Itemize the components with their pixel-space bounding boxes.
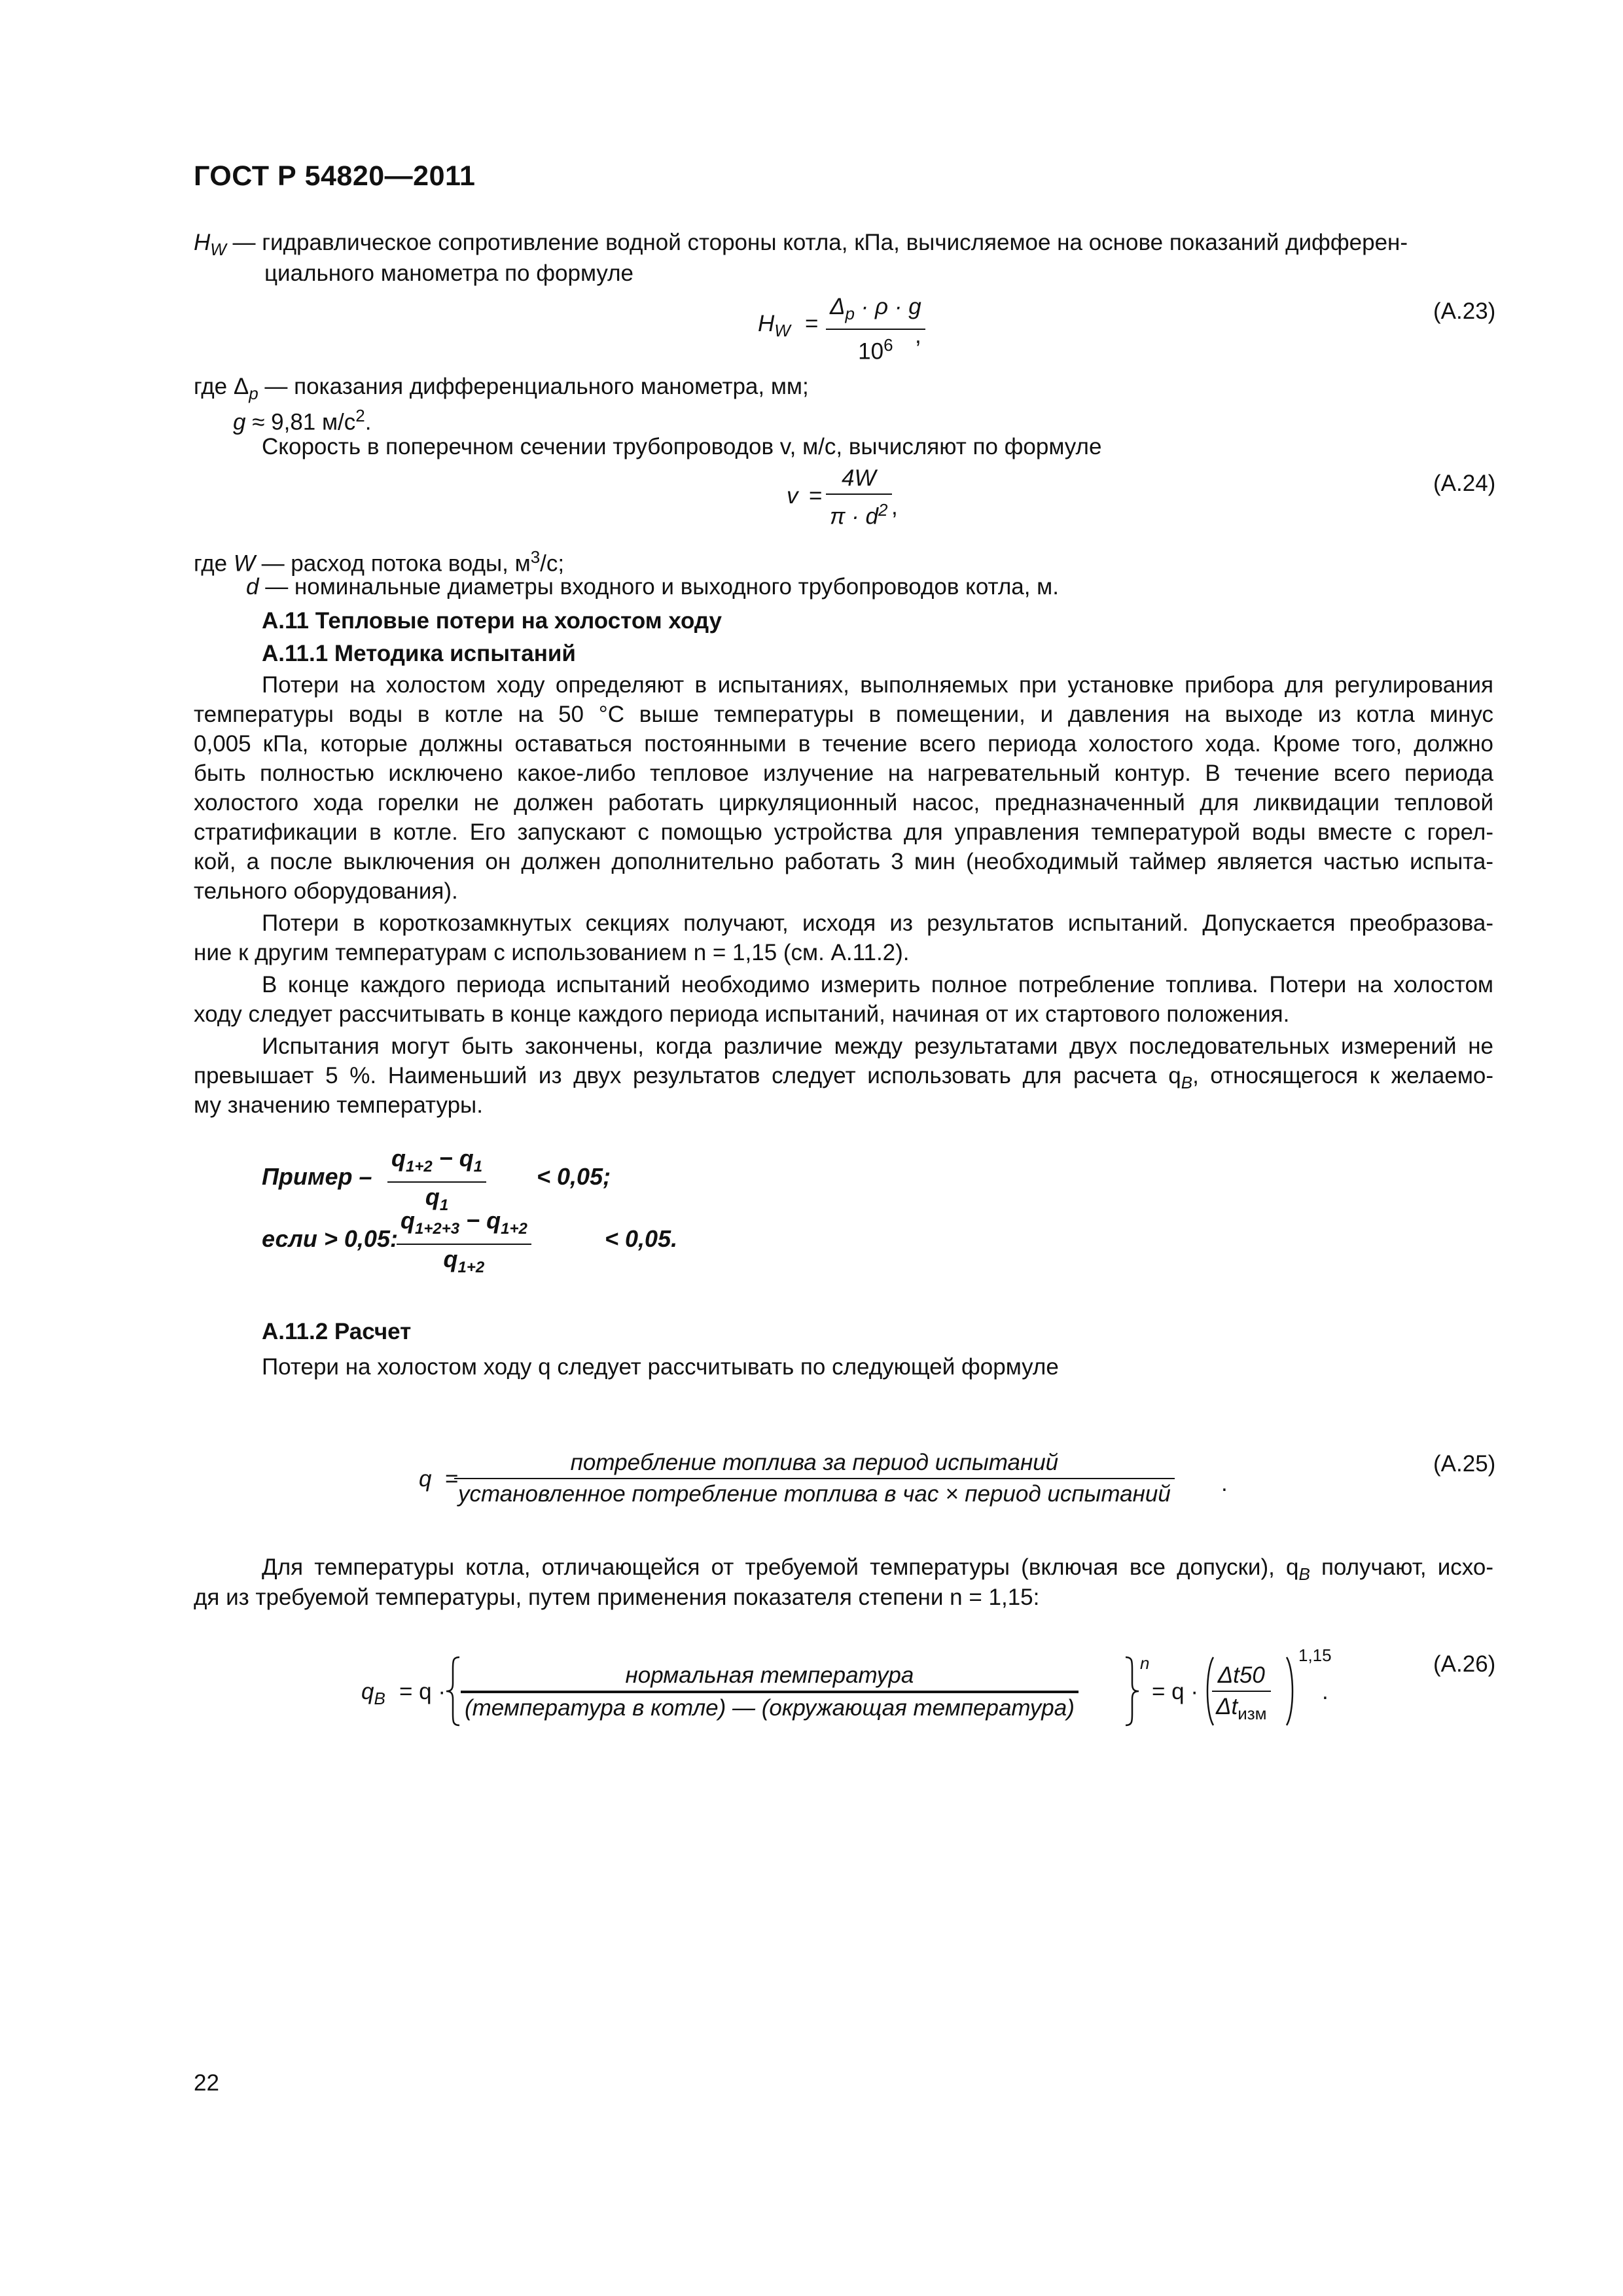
eq26-denominator2 xyxy=(1212,1691,1271,1729)
section-a111-title: А.11.1 Методика испытаний xyxy=(262,641,576,666)
eq26-exp2: 1,15 xyxy=(1298,1645,1332,1665)
example-label2: если > 0,05: xyxy=(262,1225,398,1252)
eq25-numerator: потребление топлива за период испытаний xyxy=(570,1450,1059,1475)
ex-num2-mid: − xyxy=(459,1207,487,1234)
eq26-exp-n: n xyxy=(1140,1653,1150,1673)
eq23-comma: , xyxy=(915,323,921,348)
eq26-eq1: = q · xyxy=(399,1679,446,1704)
eq23-delta: Δ xyxy=(830,294,846,319)
eq26-den2: Δt xyxy=(1216,1694,1238,1719)
hw-dash: — xyxy=(226,230,262,255)
eq23-fraction xyxy=(826,292,925,367)
document-header: ГОСТ Р 54820—2011 xyxy=(194,160,476,192)
example-den2 xyxy=(397,1244,531,1282)
para2-line2: ние к другим температурам с использованием n = 1,15 (см. А.11.2). xyxy=(194,940,910,965)
eq26-eq2: = q · xyxy=(1152,1679,1199,1704)
eq23-den-sup: 6 xyxy=(883,335,893,355)
page-number: 22 xyxy=(194,2070,219,2096)
hw-definition-text1: гидравлическое сопротивление водной стороны котла, кПа, вычисляемое на основе показаний дифферен- xyxy=(262,230,1408,255)
eq24-lhs: v xyxy=(787,483,798,509)
para2-line1: Потери в короткозамкнутых секциях получают, исходя из результатов испытаний. Допускается преобразова- xyxy=(262,910,1493,936)
eq24-den: π · d xyxy=(830,503,879,529)
para4-line2-tail: , относящегося к желаемо- xyxy=(1192,1063,1493,1088)
example-num1 xyxy=(387,1144,486,1181)
eq26-right-paren xyxy=(1284,1655,1297,1728)
ex-num1-a-sub: 1+2 xyxy=(406,1158,433,1176)
eq26-den2-sub: изм xyxy=(1238,1704,1267,1723)
para4-line2-text: превышает 5 %. Наименьший из двух результатов следует использовать для расчета q xyxy=(194,1063,1181,1088)
ex-num1-mid: − xyxy=(432,1145,459,1172)
section-a11-title: А.11 Тепловые потери на холостом ходу xyxy=(262,608,722,634)
para1-line1: Потери на холостом ходу определяют в испытаниях, выполняемых при установке прибора для регулирования xyxy=(262,672,1493,698)
eq24-equals: = xyxy=(809,483,823,509)
para4-line3: му значению температуры. xyxy=(194,1092,483,1118)
where1-rest: — показания дифференциального манометра, мм; xyxy=(258,374,809,399)
eq25-lhs: q xyxy=(419,1466,432,1492)
where2-rest: — расход потока воды, м xyxy=(255,550,531,577)
ex-num1-b: q xyxy=(459,1145,474,1172)
calc-intro: Потери на холостом ходу q следует рассчитывать по следующей формуле xyxy=(262,1354,1059,1380)
para3-line1: В конце каждого периода испытаний необходимо измерить полное потребление топлива. Потери на холостом xyxy=(262,972,1493,997)
eq24-numerator: 4W xyxy=(842,465,876,491)
section-a112-title: А.11.2 Расчет xyxy=(262,1319,412,1344)
ex-den2: q xyxy=(443,1246,458,1273)
eq24-den-sup: 2 xyxy=(878,500,888,520)
eq23-lhs-symbol: H xyxy=(758,311,775,336)
where2-end: /с; xyxy=(540,550,565,577)
where1-g: g xyxy=(233,409,246,435)
eq26-q: q xyxy=(361,1679,374,1704)
ex-num2-b-sub: 1+2 xyxy=(501,1220,527,1238)
eq23-lhs xyxy=(758,309,791,346)
para1-line5: холостого хода горелки не должен работать циркуляционный насос, предназначенный для ликвидации тепловой xyxy=(194,790,1493,816)
where1-delta: Δ xyxy=(233,374,249,399)
para5-line2: дя из требуемой температуры, путем применения показателя степени n = 1,15: xyxy=(194,1585,1040,1610)
ex-den1-sub: 1 xyxy=(439,1196,449,1215)
where2-d: d xyxy=(246,574,259,600)
eq26-dot: . xyxy=(1322,1679,1329,1704)
eq23-equals: = xyxy=(805,311,819,336)
where1-sub: p xyxy=(249,384,259,403)
example-num2 xyxy=(397,1206,531,1244)
para1-line6: стратификации в котле. Его запускают с помощью устройства для управления температурой воды вместе с горел- xyxy=(194,819,1493,845)
eq23-den: 10 xyxy=(858,338,884,365)
eq23-num-rest: · ρ · g xyxy=(854,294,921,319)
ex-num2-a-sub: 1+2+3 xyxy=(415,1220,460,1238)
eq26-q-sub: B xyxy=(374,1689,385,1708)
para5-line1-text: Для температуры котла, отличающейся от требуемой температуры (включая все допуски), q xyxy=(262,1554,1299,1580)
eq23-denominator xyxy=(826,329,925,367)
example-tail1: < 0,05; xyxy=(537,1163,611,1190)
hw-subscript: W xyxy=(210,240,226,259)
eq25-number: (А.25) xyxy=(1433,1451,1496,1477)
para5-qb-sub: B xyxy=(1298,1564,1310,1584)
hw-symbol: H xyxy=(194,230,211,255)
para4-qb-sub: B xyxy=(1181,1073,1193,1092)
eq26-numerator2: Δt50 xyxy=(1217,1662,1265,1688)
speed-intro: Скорость в поперечном сечении трубопроводов v, м/с, вычисляют по формуле xyxy=(262,434,1102,459)
eq23-num-sub: p xyxy=(845,304,855,323)
ex-num2-b: q xyxy=(486,1207,501,1234)
where2-w: W xyxy=(233,550,255,577)
eq26-numerator: нормальная температура xyxy=(625,1662,914,1688)
ex-num2-a: q xyxy=(401,1207,415,1234)
para3-line2: ходу следует рассчитывать в конце каждого периода испытаний, начиная от их стартового положения. xyxy=(194,1001,1290,1027)
ex-den2-sub: 1+2 xyxy=(457,1259,485,1277)
eq24-fraction xyxy=(826,463,892,532)
where1-g-rest: ≈ 9,81 м/с xyxy=(245,409,356,435)
eq25-fraction xyxy=(454,1448,1175,1509)
eq24-comma: , xyxy=(891,494,898,520)
where2-prefix: где xyxy=(194,550,234,577)
where1-prefix: где xyxy=(194,374,234,399)
eq25-dot: . xyxy=(1221,1471,1228,1496)
where2-d-rest: — номинальные диаметры входного и выходного трубопроводов котла, м. xyxy=(259,574,1059,600)
example-label1: Пример – xyxy=(262,1163,372,1190)
where2-line2 xyxy=(246,572,1059,602)
eq26-number: (А.26) xyxy=(1433,1651,1496,1677)
ex-num1-b-sub: 1 xyxy=(473,1158,483,1176)
eq26-fraction xyxy=(461,1660,1079,1723)
example-fraction2 xyxy=(397,1206,531,1282)
para1-line2: температуры воды в котле на 50 °С выше температуры в помещении, и давления на выходе из котла минус xyxy=(194,702,1493,727)
eq26-fraction2 xyxy=(1212,1660,1271,1729)
eq25-denominator: установленное потребление топлива в час × период испытаний xyxy=(454,1478,1175,1509)
example-tail2: < 0,05. xyxy=(605,1225,678,1252)
eq26-lhs xyxy=(361,1677,385,1713)
where1-g-end: . xyxy=(365,409,372,435)
where1-g-sup: 2 xyxy=(355,406,365,425)
eq23-numerator xyxy=(826,292,925,329)
where2-sup: 3 xyxy=(530,547,541,567)
eq24-number: (А.24) xyxy=(1433,471,1496,496)
para4-line1: Испытания могут быть закончены, когда различие между результатами двух последовательных измерений не xyxy=(262,1033,1493,1059)
eq26-denominator: (температура в котле) — (окружающая температура) xyxy=(461,1691,1079,1723)
para1-line8: тельного оборудования). xyxy=(194,878,458,904)
para5-line1-tail: получают, исхо- xyxy=(1310,1554,1493,1580)
para1-line7: кой, а после выключения он должен дополнительно работать 3 мин (необходимый таймер является частью испыта- xyxy=(194,849,1493,874)
hw-definition-line2: циального манометра по формуле xyxy=(264,260,634,286)
eq23-lhs-sub: W xyxy=(774,321,791,340)
para1-line4: быть полностью исключено какое-либо тепловое излучение на нагревательный контур. В течение всего периода xyxy=(194,761,1493,786)
eq24-denominator xyxy=(826,493,892,532)
para1-line3: 0,005 кПа, которые должны оставаться постоянными в течение всего периода холостого хода. Кроме того, должно xyxy=(194,731,1493,757)
eq25-equals: = xyxy=(445,1466,459,1492)
eq23-number: (А.23) xyxy=(1433,298,1496,324)
ex-den1: q xyxy=(425,1183,440,1211)
eq26-right-brace xyxy=(1122,1655,1141,1728)
ex-num1-a: q xyxy=(391,1145,406,1172)
